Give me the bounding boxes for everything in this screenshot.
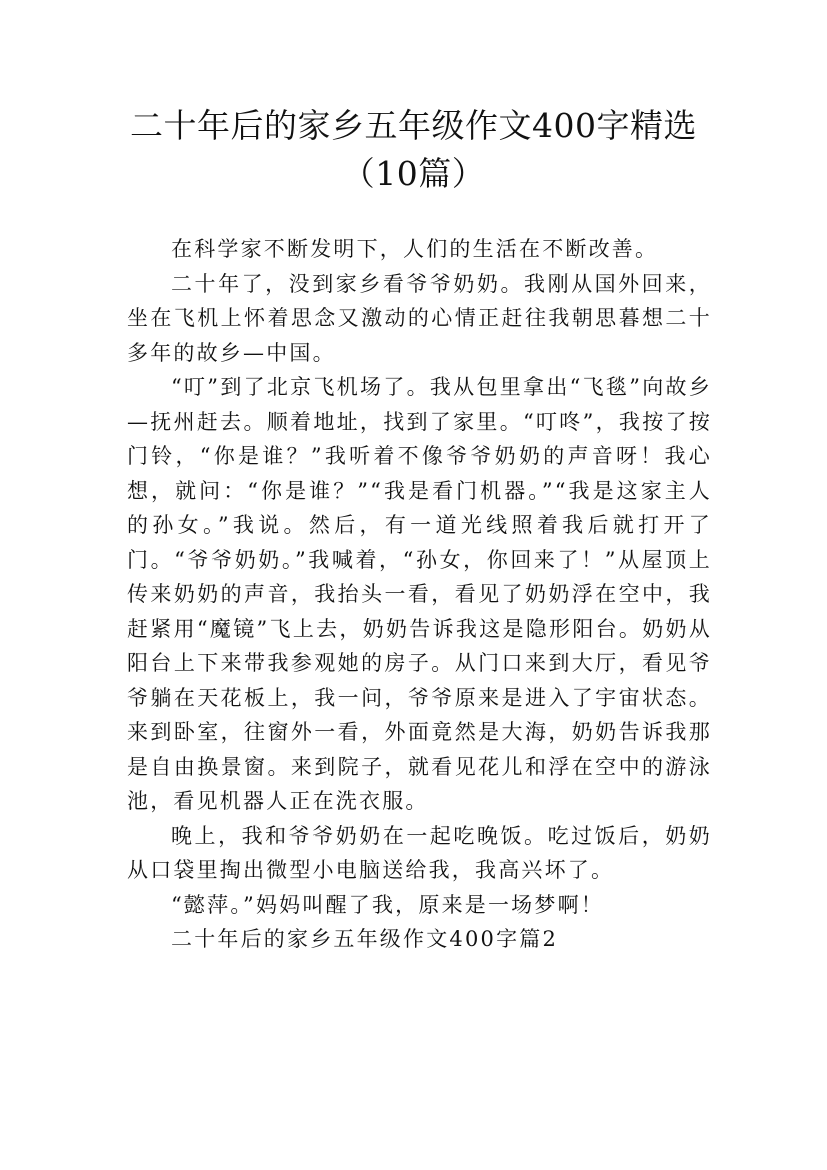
section-heading: 二十年后的家乡五年级作文400字篇2 <box>171 927 559 951</box>
document-body <box>127 232 712 957</box>
paragraph: 在科学家不断发明下，人们的生活在不断改善。 <box>171 237 659 261</box>
paragraph: “叮”到了北京飞机场了。我从包里拿出“飞毯”向故乡—抚州赶去。顺着地址，找到了家里。“叮咚”，我按了按门铃，“你是谁？”我听着不像爷爷奶奶的声音呀！我心想，就问：“你是谁？”“我是看门机器。”“我是这家主人的孙女。”我说。然后，有一道光线照着我后就打开了门。“爷爷奶奶。”我喊着，“孙女，你回来了！”从屋顶上传来奶奶的声音，我抬头一看，看见了奶奶浮在空中，我赶紧用“魔镜”飞上去，奶奶告诉我这是隐形阳台。奶奶从阳台上下来带我参观她的房子。从门口来到大厅，看见爷爷躺在天花板上，我一问，爷爷原来是进入了宇宙状态。来到卧室，往窗外一看，外面竟然是大海，奶奶告诉我那是自由换景窗。来到院子，就看见花儿和浮在空中的游泳池，看见机器人正在洗衣服。 <box>127 375 712 813</box>
document-title: 二十年后的家乡五年级作文400字精选（10篇） <box>130 106 697 193</box>
paragraph: “懿萍。”妈妈叫醒了我，原来是一场梦啊！ <box>171 892 604 917</box>
paragraph: 二十年了，没到家乡看爷爷奶奶。我刚从国外回来，坐在飞机上怀着思念又激动的心情正赶往我朝思暮想二十多年的故乡—中国。 <box>127 271 712 365</box>
paragraph: 晚上，我和爷爷奶奶在一起吃晚饭。吃过饭后，奶奶从口袋里掏出微型小电脑送给我，我高兴坏了。 <box>127 823 712 882</box>
